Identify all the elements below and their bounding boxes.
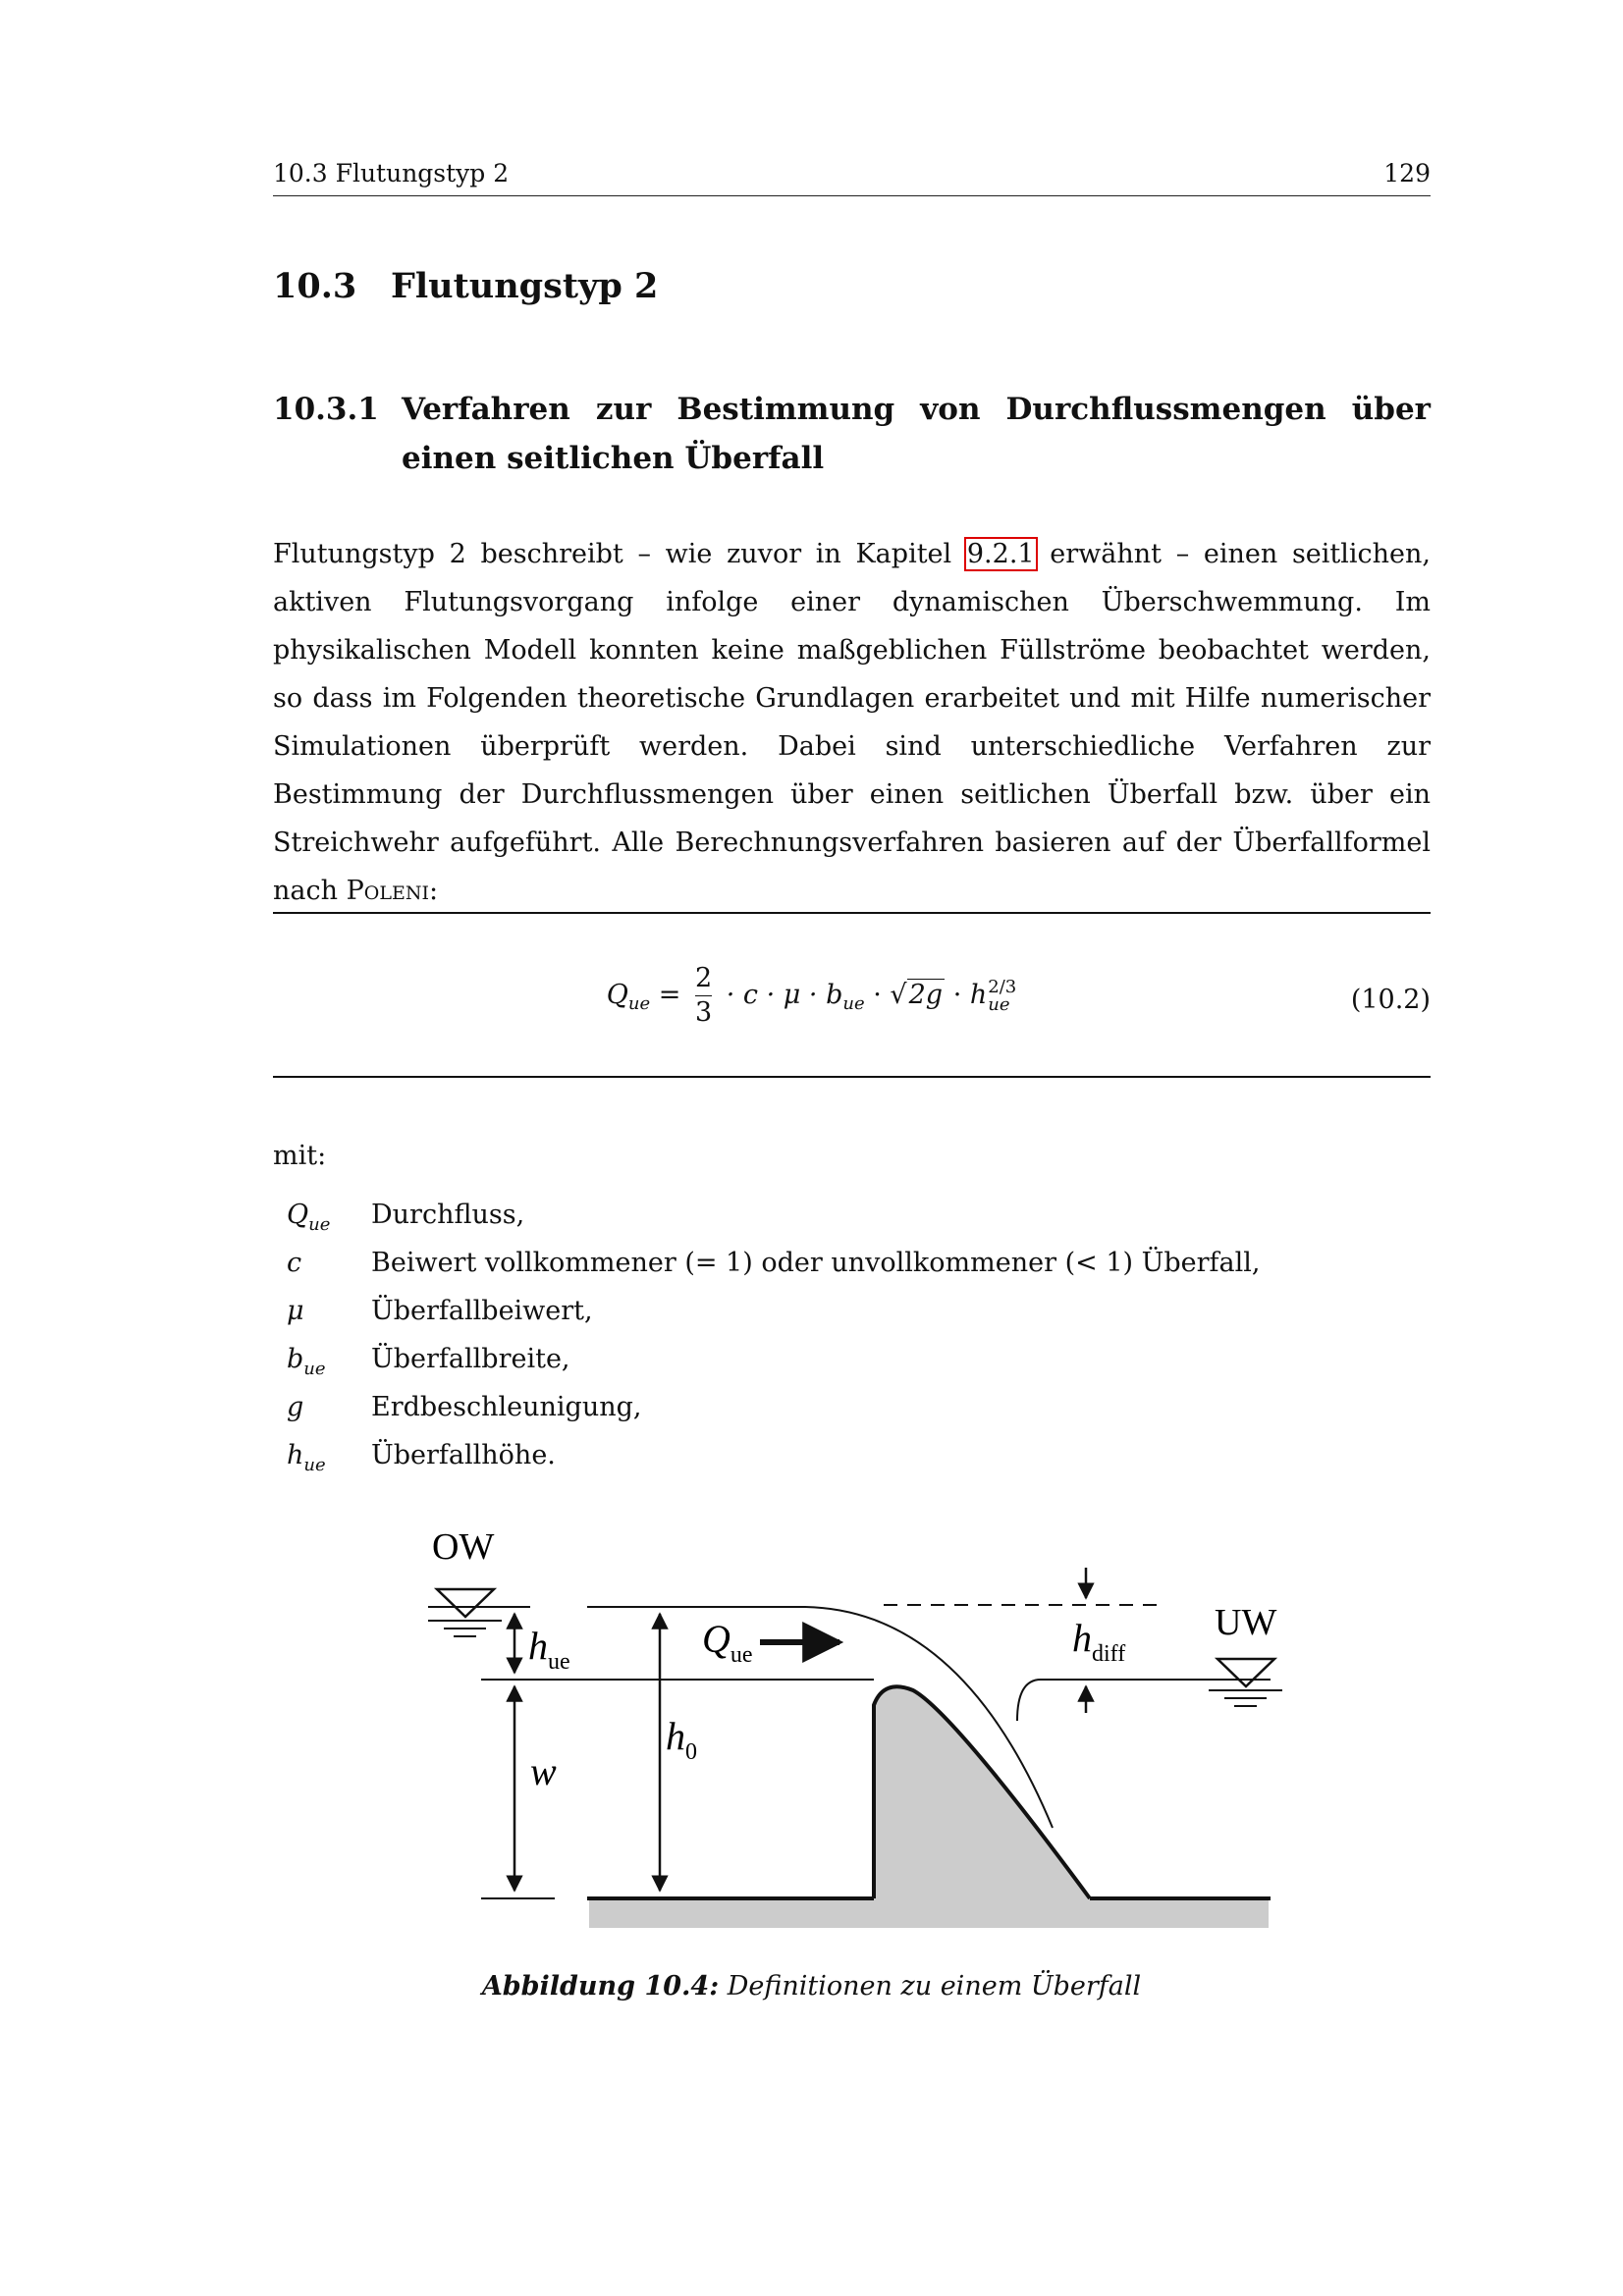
- eq-h-supsub: [988, 976, 1017, 1015]
- q-ue-label: $Q_{ue}$: [702, 1617, 753, 1668]
- weir-body: [874, 1686, 1090, 1898]
- header-rule: [273, 195, 1431, 196]
- eq-h: h: [969, 980, 988, 1010]
- uw-water-level-icon: [1209, 1659, 1282, 1706]
- definition-text: Überfallbreite,: [371, 1344, 570, 1374]
- eq-dot: ·: [873, 980, 882, 1010]
- definition-text: Beiwert vollkommener (= 1) oder unvollkommener (< 1) Überfall,: [371, 1248, 1261, 1278]
- definition-row: [273, 1296, 1431, 1344]
- definition-row: [273, 1440, 1431, 1488]
- definition-text: Überfallbeiwert,: [371, 1296, 593, 1326]
- equation-bottom-rule: [273, 1076, 1431, 1078]
- ow-label: OW: [432, 1526, 495, 1568]
- eq-fraction: [695, 962, 712, 1030]
- definition-text: Durchfluss,: [371, 1200, 525, 1230]
- paragraph-text-2: erwähnt – einen seitlichen, aktiven Flutungsvorgang infolge einer dynamischen Überschwemmung. Im physikalischen Modell konnten keine maßgeblichen Füllströme beobachtet werden, so dass im Folgenden theoretische Grundlagen erarbeitet und mit Hilfe numerischer Simulationen überprüft werden. Dabei sind unterschiedliche Verfahren zur Bestimmung der Durchflussmengen über einen seitlichen Überfall bzw. über ein Streichwehr aufgeführt. Alle Berechnungsverfahren basieren auf der Überfallformel nach: [273, 539, 1431, 906]
- eq-sqrt-arg: 2g: [908, 980, 944, 1010]
- h0-label: $h_0$: [666, 1714, 697, 1765]
- eq-h-sub: ue: [988, 993, 1010, 1015]
- caption-label: Abbildung 10.4:: [481, 1971, 720, 2002]
- definition-symbol: μ: [287, 1296, 304, 1326]
- ground-fill: [589, 1898, 1269, 1928]
- figure-caption: [0, 1971, 1623, 2002]
- uw-label: UW: [1215, 1602, 1277, 1643]
- definitions-list: [273, 1200, 1431, 1488]
- eq-dot-2: ·: [952, 980, 962, 1010]
- paragraph-text-3: :: [428, 876, 439, 906]
- subsection-number: 10.3.1: [273, 392, 379, 427]
- eq-frac-num: 2: [694, 963, 713, 993]
- definition-row: [273, 1248, 1431, 1296]
- definition-row: [273, 1200, 1431, 1248]
- eq-h-sup: 2/3: [988, 976, 1017, 997]
- definition-symbol: $h_{ue}$: [287, 1440, 326, 1475]
- mit-label: mit:: [273, 1141, 327, 1171]
- subsection-heading: [273, 385, 1431, 483]
- definition-row: [273, 1344, 1431, 1392]
- body-paragraph: [273, 530, 1431, 915]
- definition-row: [273, 1392, 1431, 1440]
- eq-equals: =: [658, 980, 681, 1010]
- eq-lhs: Q: [606, 980, 628, 1010]
- equation-top-rule: [273, 912, 1431, 914]
- author-name: Poleni: [346, 876, 429, 906]
- definition-symbol: c: [287, 1248, 302, 1278]
- section-title: Flutungstyp 2: [391, 266, 659, 306]
- equation-number: (10.2): [1350, 985, 1431, 1015]
- overflow-nappe-upper: [587, 1607, 1053, 1828]
- weir-outline: [874, 1686, 1090, 1898]
- caption-text: Definitionen zu einem Überfall: [719, 1971, 1142, 2002]
- eq-sqrt: √2g: [890, 980, 944, 1010]
- page-number: 129: [1383, 159, 1431, 187]
- definition-symbol: $Q_{ue}$: [287, 1200, 331, 1235]
- chapter-reference-link[interactable]: 9.2.1: [966, 539, 1035, 569]
- h-diff-label: $h_{diff}$: [1072, 1616, 1126, 1667]
- uw-level-line: [1017, 1680, 1271, 1721]
- eq-frac-den: 3: [694, 997, 713, 1028]
- definition-symbol: g: [287, 1392, 304, 1422]
- eq-terms: · c · μ · b: [726, 980, 843, 1010]
- eq-lhs-sub: ue: [627, 993, 651, 1014]
- ow-water-level-icon: [428, 1589, 502, 1636]
- h-ue-label: $h_{ue}$: [528, 1624, 570, 1675]
- section-heading: [273, 266, 658, 306]
- subsection-title: Verfahren zur Bestimmung von Durchflussmengen über einen seitlichen Überfall: [402, 392, 1431, 476]
- paragraph-text-1: Flutungstyp 2 beschreibt – wie zuvor in Kapitel: [273, 539, 966, 569]
- definition-text: Erdbeschleunigung,: [371, 1392, 642, 1422]
- eq-b-sub: ue: [842, 993, 865, 1014]
- w-label: w: [530, 1749, 557, 1793]
- running-header-title: 10.3 Flutungstyp 2: [273, 159, 510, 187]
- definition-symbol: $b_{ue}$: [287, 1344, 326, 1379]
- definition-text: Überfallhöhe.: [371, 1440, 556, 1470]
- section-number: 10.3: [273, 266, 357, 306]
